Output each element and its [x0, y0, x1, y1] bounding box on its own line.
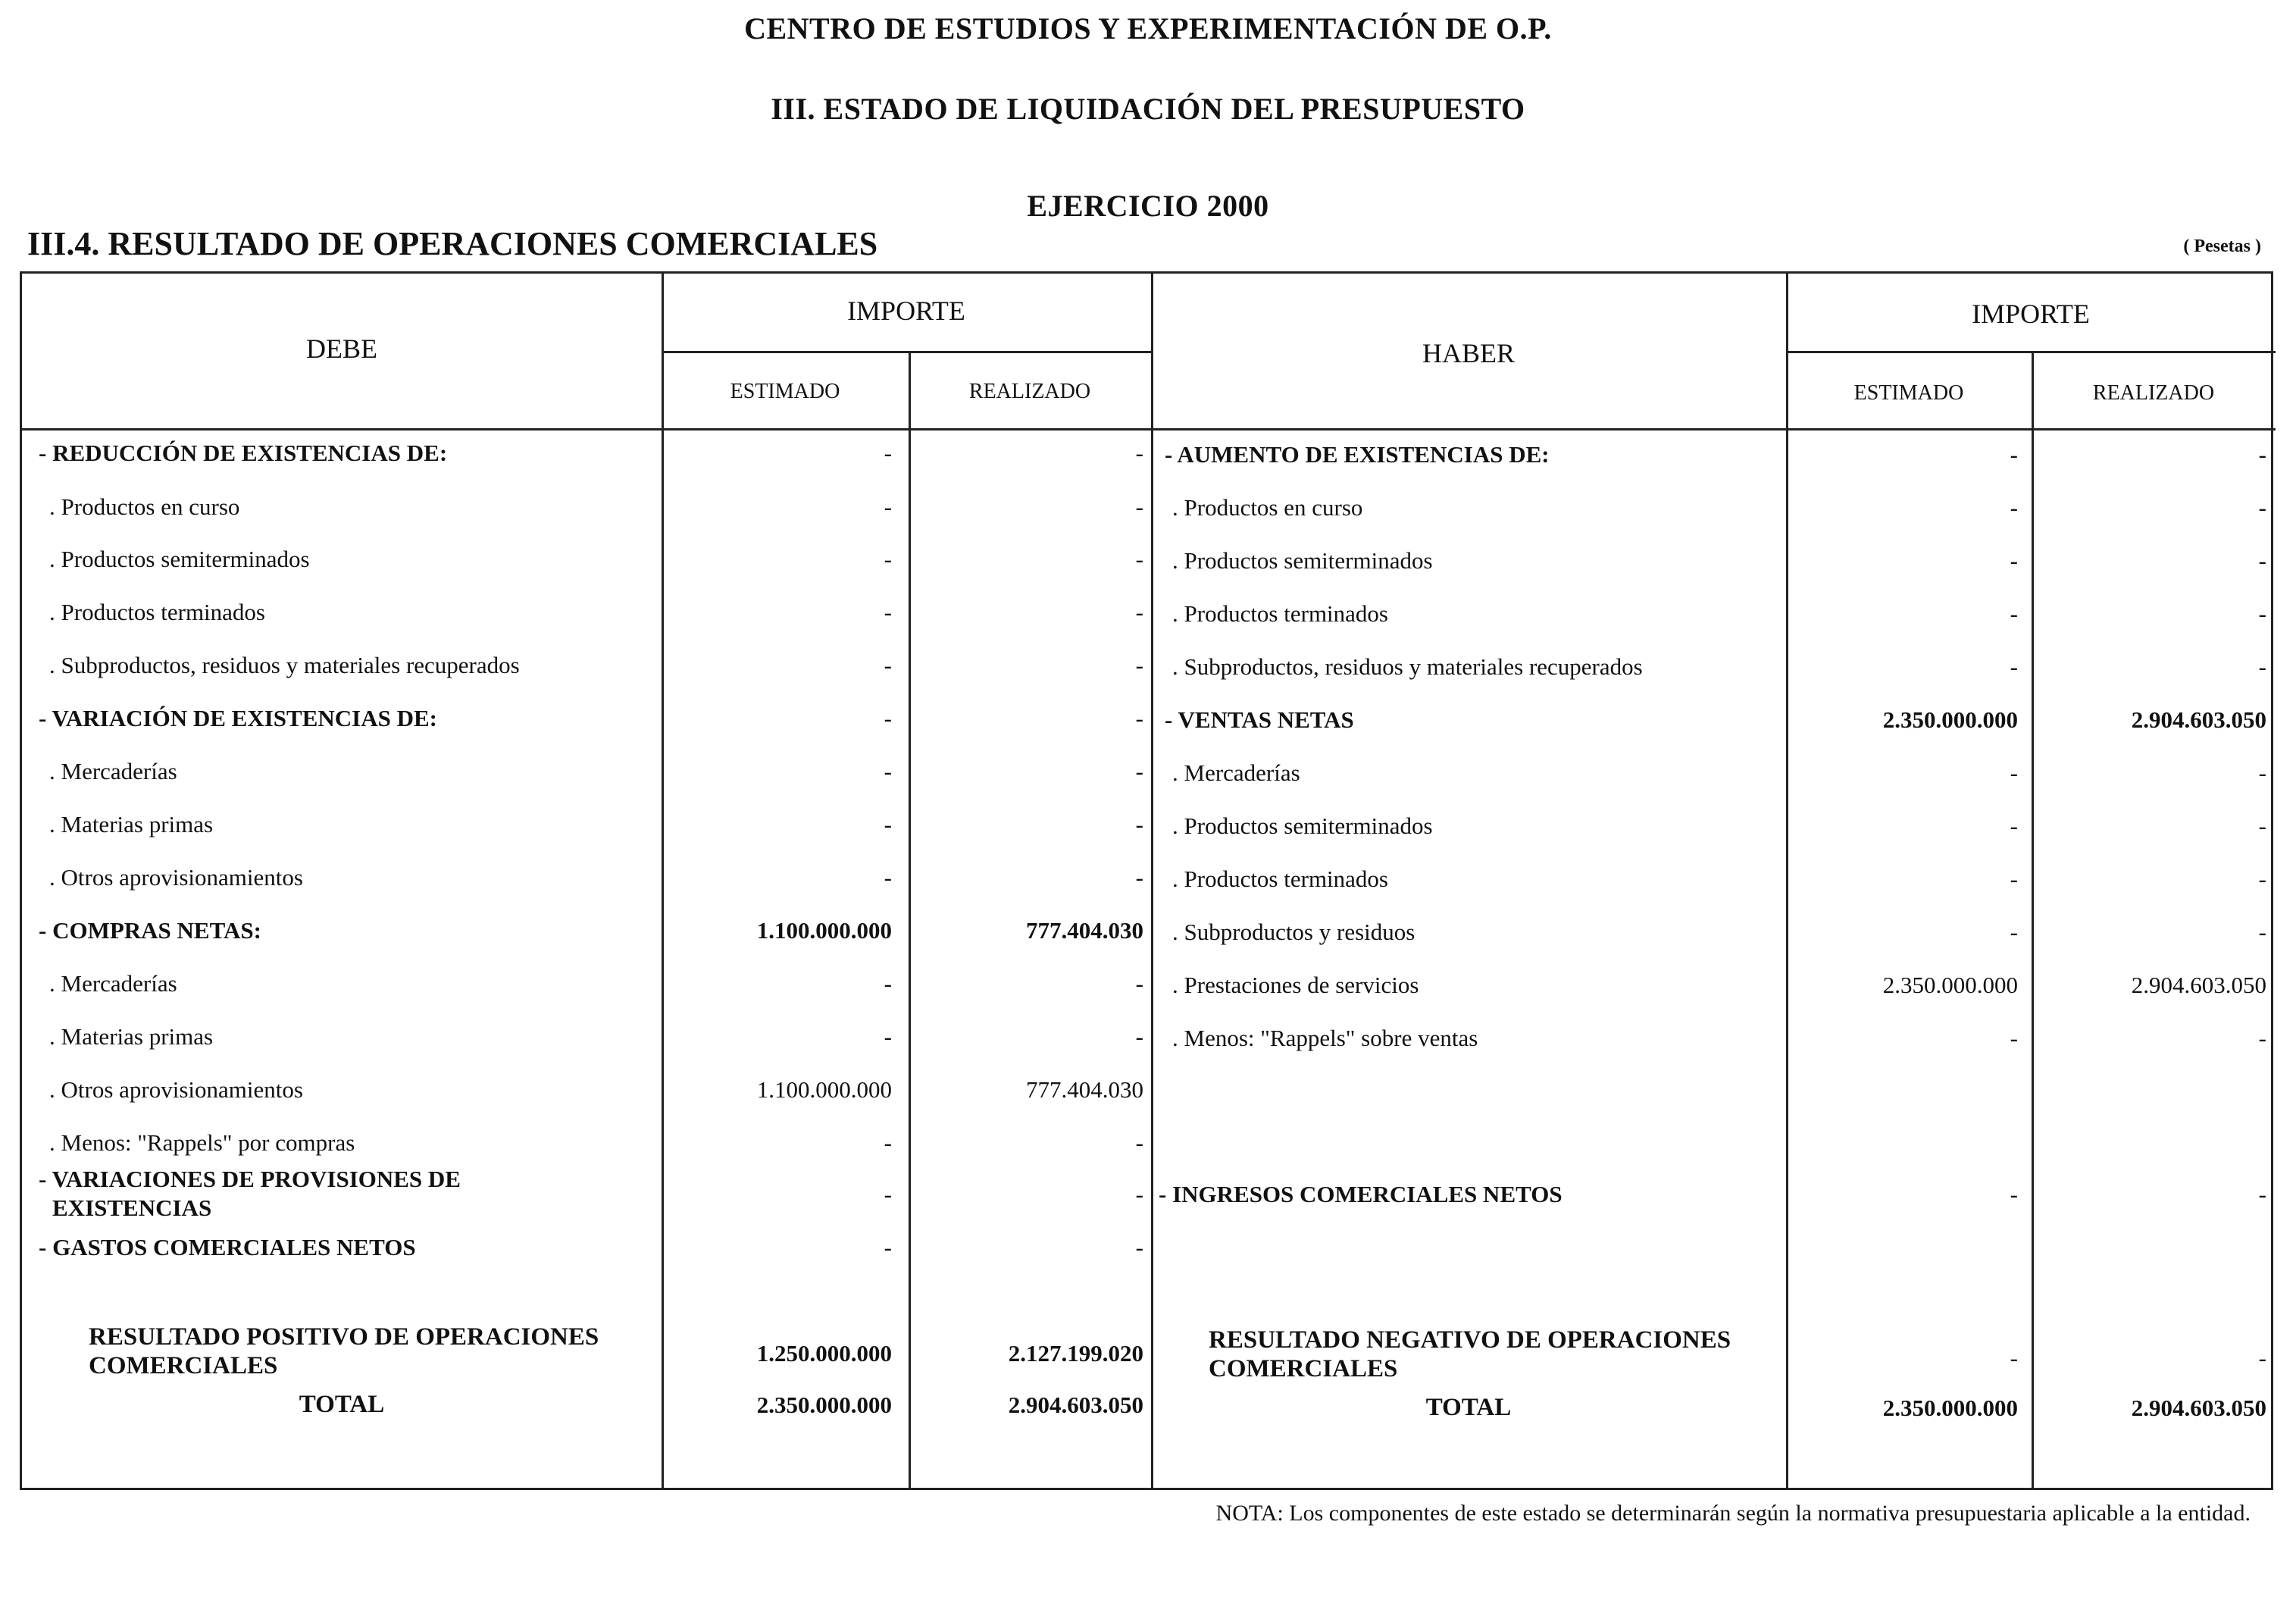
debe-row-label-cont: EXISTENCIAS	[52, 1194, 212, 1221]
debe-row-realizado: -	[1135, 1181, 1143, 1207]
debe-row-estimado: 1.100.000.000	[756, 1076, 892, 1103]
debe-row-estimado: -	[884, 493, 892, 520]
haber-row-estimado: -	[2010, 866, 2018, 892]
fiscal-year: EJERCICIO 2000	[1027, 189, 1269, 223]
report-title: III. ESTADO DE LIQUIDACIÓN DEL PRESUPUESTO	[771, 92, 1525, 126]
debe-row-realizado: -	[1135, 1129, 1143, 1156]
haber-row-realizado: -	[2258, 494, 2266, 521]
entity-title: CENTRO DE ESTUDIOS Y EXPERIMENTACIÓN DE O.P.	[744, 11, 1552, 45]
debe-row-label: . Productos semiterminados	[49, 546, 310, 572]
debe-row-realizado: -	[1135, 811, 1143, 838]
haber-row-label: - VENTAS NETAS	[1165, 706, 1354, 733]
haber-row-estimado: -	[2010, 547, 2018, 574]
debe-row-label: - GASTOS COMERCIALES NETOS	[39, 1234, 416, 1260]
haber-row-realizado: -	[2258, 759, 2266, 786]
haber-row-estimado: -	[2010, 441, 2018, 468]
haber-row-realizado: -	[2258, 919, 2266, 945]
haber-total-label: TOTAL	[1425, 1394, 1512, 1421]
debe-row-label: . Productos terminados	[49, 599, 265, 625]
haber-row-label: . Productos terminados	[1172, 866, 1388, 892]
debe-row-realizado: 777.404.030	[1026, 1076, 1143, 1103]
debe-row-label: . Materias primas	[49, 1023, 214, 1050]
debe-total-realizado: 2.904.603.050	[1008, 1392, 1143, 1418]
col-divider	[1151, 274, 1153, 1488]
haber-row-estimado: -	[2010, 759, 2018, 786]
debe-row-realizado: -	[1135, 546, 1143, 572]
haber-importe-header: IMPORTE	[1972, 299, 2090, 329]
haber-row-realizado: 2.904.603.050	[2131, 706, 2266, 733]
haber-row-realizado: -	[2258, 1181, 2266, 1207]
haber-row-estimado: -	[2010, 494, 2018, 521]
haber-row-estimado: -	[2010, 600, 2018, 627]
header-bottom-rule	[22, 428, 2276, 430]
debe-result-realizado: 2.127.199.020	[1008, 1340, 1143, 1367]
debe-importe-header: IMPORTE	[847, 296, 965, 326]
haber-row-estimado: -	[2010, 919, 2018, 945]
debe-row-realizado: -	[1135, 970, 1143, 997]
debe-header: DEBE	[306, 333, 377, 364]
debe-row-label: . Menos: "Rappels" por compras	[49, 1129, 355, 1156]
debe-row-label: - REDUCCIÓN DE EXISTENCIAS DE:	[39, 440, 448, 466]
haber-result-label: RESULTADO NEGATIVO DE OPERACIONES	[1209, 1326, 1731, 1354]
header-divider	[662, 351, 1151, 353]
debe-row-label: . Productos en curso	[49, 493, 240, 520]
debe-estimado-header: ESTIMADO	[730, 380, 840, 403]
debe-row-realizado: -	[1135, 864, 1143, 891]
debe-result-label: RESULTADO POSITIVO DE OPERACIONES	[89, 1323, 599, 1351]
haber-row-label: . Subproductos y residuos	[1172, 919, 1415, 945]
debe-row-label: - VARIACIONES DE PROVISIONES DE	[39, 1166, 461, 1192]
debe-row-label: . Otros aprovisionamientos	[49, 1076, 303, 1103]
debe-row-estimado: -	[884, 864, 892, 891]
debe-realizado-header: REALIZADO	[968, 380, 1091, 403]
haber-header: HABER	[1422, 338, 1515, 368]
debe-total-label: TOTAL	[299, 1391, 385, 1418]
debe-row-estimado: -	[884, 1023, 892, 1050]
section-title: III.4. RESULTADO DE OPERACIONES COMERCIALES	[27, 225, 878, 262]
haber-row-estimado: -	[2010, 653, 2018, 680]
debe-row-label: - VARIACIÓN DE EXISTENCIAS DE:	[39, 705, 437, 731]
haber-row-estimado: 2.350.000.000	[1882, 706, 2018, 733]
haber-row-label: . Productos semiterminados	[1172, 812, 1433, 839]
debe-result-label-cont: COMERCIALES	[89, 1352, 278, 1379]
debe-result-estimado: 1.250.000.000	[756, 1340, 892, 1367]
debe-row-label: . Subproductos, residuos y materiales recuperados	[49, 652, 520, 678]
debe-row-estimado: -	[884, 705, 892, 731]
currency-units: ( Pesetas )	[2183, 236, 2261, 256]
debe-row-realizado: -	[1135, 1023, 1143, 1050]
haber-row-estimado: -	[2010, 1025, 2018, 1051]
haber-row-estimado: -	[2010, 1181, 2018, 1207]
debe-row-realizado: -	[1135, 1234, 1143, 1260]
haber-total-realizado: 2.904.603.050	[2131, 1395, 2266, 1421]
haber-row-realizado: -	[2258, 812, 2266, 839]
haber-row-label: - INGRESOS COMERCIALES NETOS	[1159, 1181, 1562, 1207]
haber-row-label: - AUMENTO DE EXISTENCIAS DE:	[1165, 441, 1550, 468]
debe-row-estimado: -	[884, 1129, 892, 1156]
debe-row-estimado: -	[884, 1181, 892, 1207]
haber-result-estimado: -	[2010, 1345, 2018, 1371]
haber-row-realizado: 2.904.603.050	[2131, 972, 2266, 998]
debe-row-estimado: -	[884, 652, 892, 678]
debe-row-estimado: -	[884, 1234, 892, 1260]
debe-row-realizado: -	[1135, 599, 1143, 625]
debe-row-label: - COMPRAS NETAS:	[39, 917, 261, 944]
debe-row-label: . Mercaderías	[49, 970, 177, 997]
debe-row-estimado: -	[884, 546, 892, 572]
statement-table	[20, 271, 2273, 1490]
haber-row-label: . Subproductos, residuos y materiales recuperados	[1172, 653, 1643, 680]
debe-row-realizado: -	[1135, 705, 1143, 731]
haber-row-label: . Productos semiterminados	[1172, 547, 1433, 574]
debe-row-realizado: -	[1135, 758, 1143, 784]
debe-row-estimado: -	[884, 599, 892, 625]
haber-result-label-cont: COMERCIALES	[1209, 1355, 1398, 1382]
haber-row-label: . Menos: "Rappels" sobre ventas	[1172, 1025, 1478, 1051]
debe-row-estimado: -	[884, 440, 892, 466]
haber-total-estimado: 2.350.000.000	[1882, 1395, 2018, 1421]
debe-row-label: . Materias primas	[49, 811, 214, 838]
debe-row-realizado: -	[1135, 493, 1143, 520]
debe-row-estimado: -	[884, 758, 892, 784]
haber-estimado-header: ESTIMADO	[1853, 381, 1964, 405]
debe-row-estimado: -	[884, 970, 892, 997]
haber-row-realizado: -	[2258, 653, 2266, 680]
footnote: NOTA: Los componentes de este estado se determinarán según la normativa presupuestaria aplicable a la entidad.	[1215, 1501, 2251, 1526]
haber-row-realizado: -	[2258, 441, 2266, 468]
debe-total-estimado: 2.350.000.000	[756, 1392, 892, 1418]
debe-row-estimado: 1.100.000.000	[756, 917, 892, 944]
haber-row-realizado: -	[2258, 1025, 2266, 1051]
debe-row-realizado: 777.404.030	[1026, 917, 1143, 944]
haber-row-estimado: 2.350.000.000	[1882, 972, 2018, 998]
haber-row-label: . Prestaciones de servicios	[1172, 972, 1419, 998]
haber-row-label: . Productos terminados	[1172, 600, 1388, 627]
debe-row-estimado: -	[884, 811, 892, 838]
header-divider	[1786, 351, 2276, 353]
debe-row-realizado: -	[1135, 440, 1143, 466]
haber-row-estimado: -	[2010, 812, 2018, 839]
debe-row-label: . Mercaderías	[49, 758, 177, 784]
haber-row-realizado: -	[2258, 547, 2266, 574]
haber-row-label: . Mercaderías	[1172, 759, 1300, 786]
haber-row-realizado: -	[2258, 866, 2266, 892]
debe-row-realizado: -	[1135, 652, 1143, 678]
debe-row-label: . Otros aprovisionamientos	[49, 864, 303, 891]
haber-result-realizado: -	[2258, 1345, 2266, 1371]
haber-row-realizado: -	[2258, 600, 2266, 627]
haber-row-label: . Productos en curso	[1172, 494, 1363, 521]
haber-realizado-header: REALIZADO	[2092, 381, 2215, 405]
